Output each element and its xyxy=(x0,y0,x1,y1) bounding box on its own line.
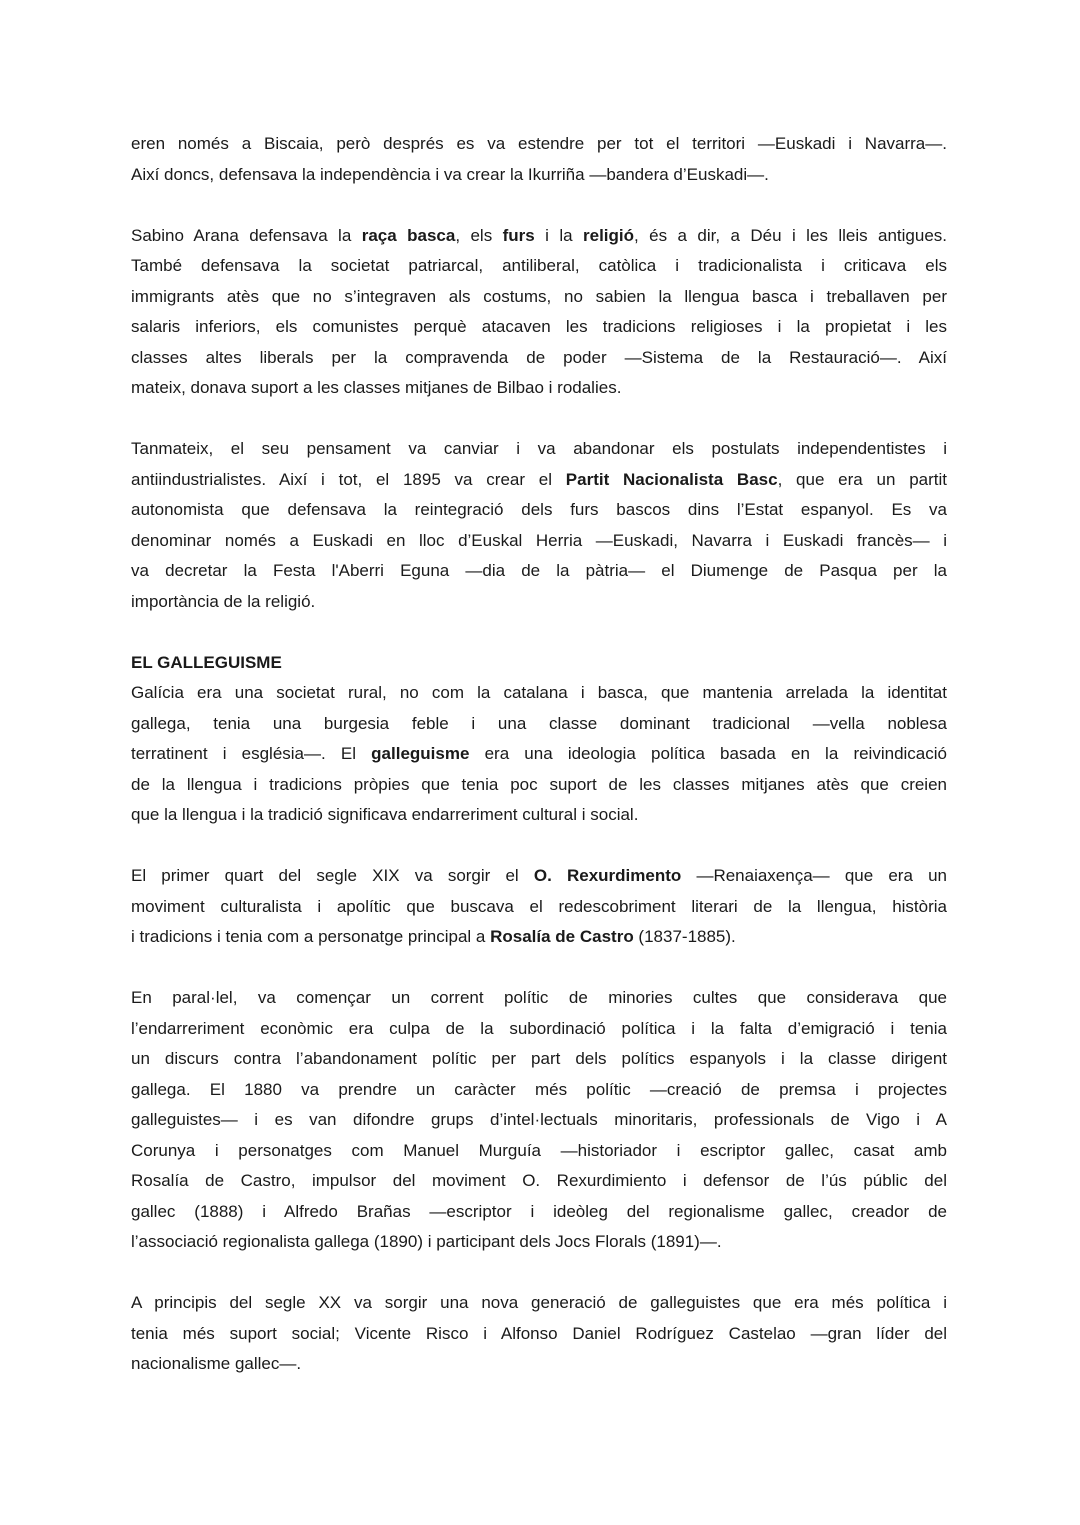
bold-term: Partit Nacionalista Basc xyxy=(565,469,778,489)
text-line xyxy=(131,373,947,404)
text-run: , els xyxy=(455,225,503,245)
text-line xyxy=(131,251,947,282)
text-line xyxy=(131,1227,947,1258)
text-line xyxy=(131,983,947,1014)
text-line xyxy=(131,465,947,496)
paragraph xyxy=(131,221,947,404)
text-line xyxy=(131,1014,947,1045)
text-line xyxy=(131,495,947,526)
text-line xyxy=(131,282,947,313)
text-run: (1837-1885). xyxy=(633,927,736,946)
bold-term: furs xyxy=(502,225,535,245)
text-run: gallega. El 1880 va prendre un caràcter més polític —creació de premsa i projectes xyxy=(131,1079,947,1099)
text-line xyxy=(131,800,947,831)
bold-term: religió xyxy=(583,225,635,245)
text-run: Corunya i personatges com Manuel Murguía —historiador i escriptor gallec, casat amb xyxy=(131,1140,947,1160)
text-run: —Renaiaxença— que era un xyxy=(681,866,947,885)
text-line xyxy=(131,221,947,252)
text-run: galleguistes— i es van difondre grups d’intel·lectuals minoritaris, professionals de Vigo i A xyxy=(131,1110,947,1129)
text-line xyxy=(131,587,947,618)
text-run: i la xyxy=(534,225,584,245)
bold-term: raça basca xyxy=(361,225,456,245)
text-run: Així doncs, defensava la independència i va crear la Ikurriña —bandera d’Euskadi—. xyxy=(131,164,769,184)
text-line xyxy=(131,129,947,160)
text-line xyxy=(131,739,947,770)
text-line xyxy=(131,312,947,343)
text-run: nacionalisme gallec—. xyxy=(131,1354,302,1373)
paragraph xyxy=(131,434,947,617)
text-line xyxy=(131,1166,947,1197)
text-line xyxy=(131,1349,947,1380)
paragraph xyxy=(131,678,947,831)
text-run: l’associació regionalista gallega (1890) i participant dels Jocs Florals (1891)—. xyxy=(131,1232,722,1251)
text-line xyxy=(131,434,947,465)
text-line xyxy=(131,160,947,191)
document-page xyxy=(131,129,947,1410)
text-line xyxy=(131,709,947,740)
text-run: tenia més suport social; Vicente Risco i Alfonso Daniel Rodríguez Castelao —gran líder del xyxy=(131,1323,947,1343)
text-run: , és a dir, a Déu i les lleis antigues. xyxy=(634,225,948,245)
text-run: mateix, donava suport a les classes mitjanes de Bilbao i rodalies. xyxy=(131,378,622,397)
text-run: eren només a Biscaia, però després es va estendre per tot el territori —Euskadi i Navarra—. xyxy=(131,134,947,153)
text-run: Tanmateix, el seu pensament va canviar i va abandonar els postulats independentistes i xyxy=(131,439,947,458)
text-run: moviment culturalista i apolític que buscava el redescobriment literari de la llengua, història xyxy=(131,896,947,916)
text-line xyxy=(131,648,947,679)
paragraph xyxy=(131,129,947,190)
text-run: , que era un partit xyxy=(777,469,947,489)
bold-term: Rosalía de Castro xyxy=(490,927,634,946)
text-run: un discurs contra l’abandonament polític per part dels polítics espanyols i la classe dirigent xyxy=(131,1049,947,1068)
text-run: l’endarreriment econòmic era culpa de la subordinació política i la falta d’emigració i tenia xyxy=(131,1018,947,1038)
text-run: terratinent i església—. El xyxy=(131,744,372,763)
text-run: va decretar la Festa l'Aberri Eguna —dia de la pàtria— el Diumenge de Pasqua per la xyxy=(131,561,947,580)
text-run: Rosalía de Castro, impulsor del moviment O. Rexurdimiento i defensor de l’ús públic del xyxy=(131,1171,947,1190)
paragraph xyxy=(131,861,947,953)
text-line xyxy=(131,1288,947,1319)
text-run: antiindustrialistes. Així i tot, el 1895 va crear el xyxy=(131,469,566,489)
text-line xyxy=(131,1197,947,1228)
text-run: i tradicions i tenia com a personatge principal a xyxy=(131,927,491,946)
text-run: que la llengua i la tradició significava endarreriment cultural i social. xyxy=(131,805,639,824)
text-line xyxy=(131,1105,947,1136)
text-run: A principis del segle XX va sorgir una nova generació de galleguistes que era més política i xyxy=(131,1293,947,1312)
text-line xyxy=(131,343,947,374)
text-line xyxy=(131,770,947,801)
text-run: Galícia era una societat rural, no com la catalana i basca, que mantenia arrelada la identitat xyxy=(131,683,947,702)
text-run: salaris inferiors, els comunistes perquè atacaven les tradicions religioses i la propietat i les xyxy=(131,317,947,336)
text-run: També defensava la societat patriarcal, antiliberal, catòlica i tradicionalista i criticava els xyxy=(131,256,947,275)
text-line xyxy=(131,892,947,923)
paragraph xyxy=(131,1288,947,1380)
paragraph xyxy=(131,983,947,1258)
text-run: autonomista que defensava la reintegració dels furs bascos dins l’Estat espanyol. Es va xyxy=(131,500,947,519)
text-line xyxy=(131,922,947,953)
text-run: gallec (1888) i Alfredo Brañas —escriptor i ideòleg del regionalisme gallec, creador de xyxy=(131,1201,947,1221)
text-run: importància de la religió. xyxy=(131,591,316,611)
bold-term: O. Rexurdimento xyxy=(533,866,682,885)
bold-term: EL GALLEGUISME xyxy=(131,652,282,672)
text-line xyxy=(131,1044,947,1075)
text-line xyxy=(131,526,947,557)
text-run: immigrants atès que no s’integraven als costums, no sabien la llengua basca i treballaven per xyxy=(131,286,947,306)
section-heading xyxy=(131,648,947,679)
text-line xyxy=(131,1136,947,1167)
text-run: En paral·lel, va començar un corrent polític de minories cultes que considerava que xyxy=(131,988,947,1007)
text-run: Sabino Arana defensava la xyxy=(131,225,362,245)
text-line xyxy=(131,556,947,587)
text-run: El primer quart del segle XIX va sorgir el xyxy=(131,866,534,885)
bold-term: galleguisme xyxy=(371,744,470,763)
text-run: denominar només a Euskadi en lloc d’Euskal Herria —Euskadi, Navarra i Euskadi francès— i xyxy=(131,530,947,550)
text-run: gallega, tenia una burgesia feble i una classe dominant tradicional —vella noblesa xyxy=(131,713,947,733)
text-line xyxy=(131,1075,947,1106)
text-line xyxy=(131,861,947,892)
text-line xyxy=(131,678,947,709)
text-run: classes altes liberals per la compravenda de poder —Sistema de la Restauració—. Així xyxy=(131,347,947,367)
text-run: de la llengua i tradicions pròpies que tenia poc suport de les classes mitjanes atès que creien xyxy=(131,774,947,794)
text-run: era una ideologia política basada en la reivindicació xyxy=(469,744,947,763)
text-line xyxy=(131,1319,947,1350)
